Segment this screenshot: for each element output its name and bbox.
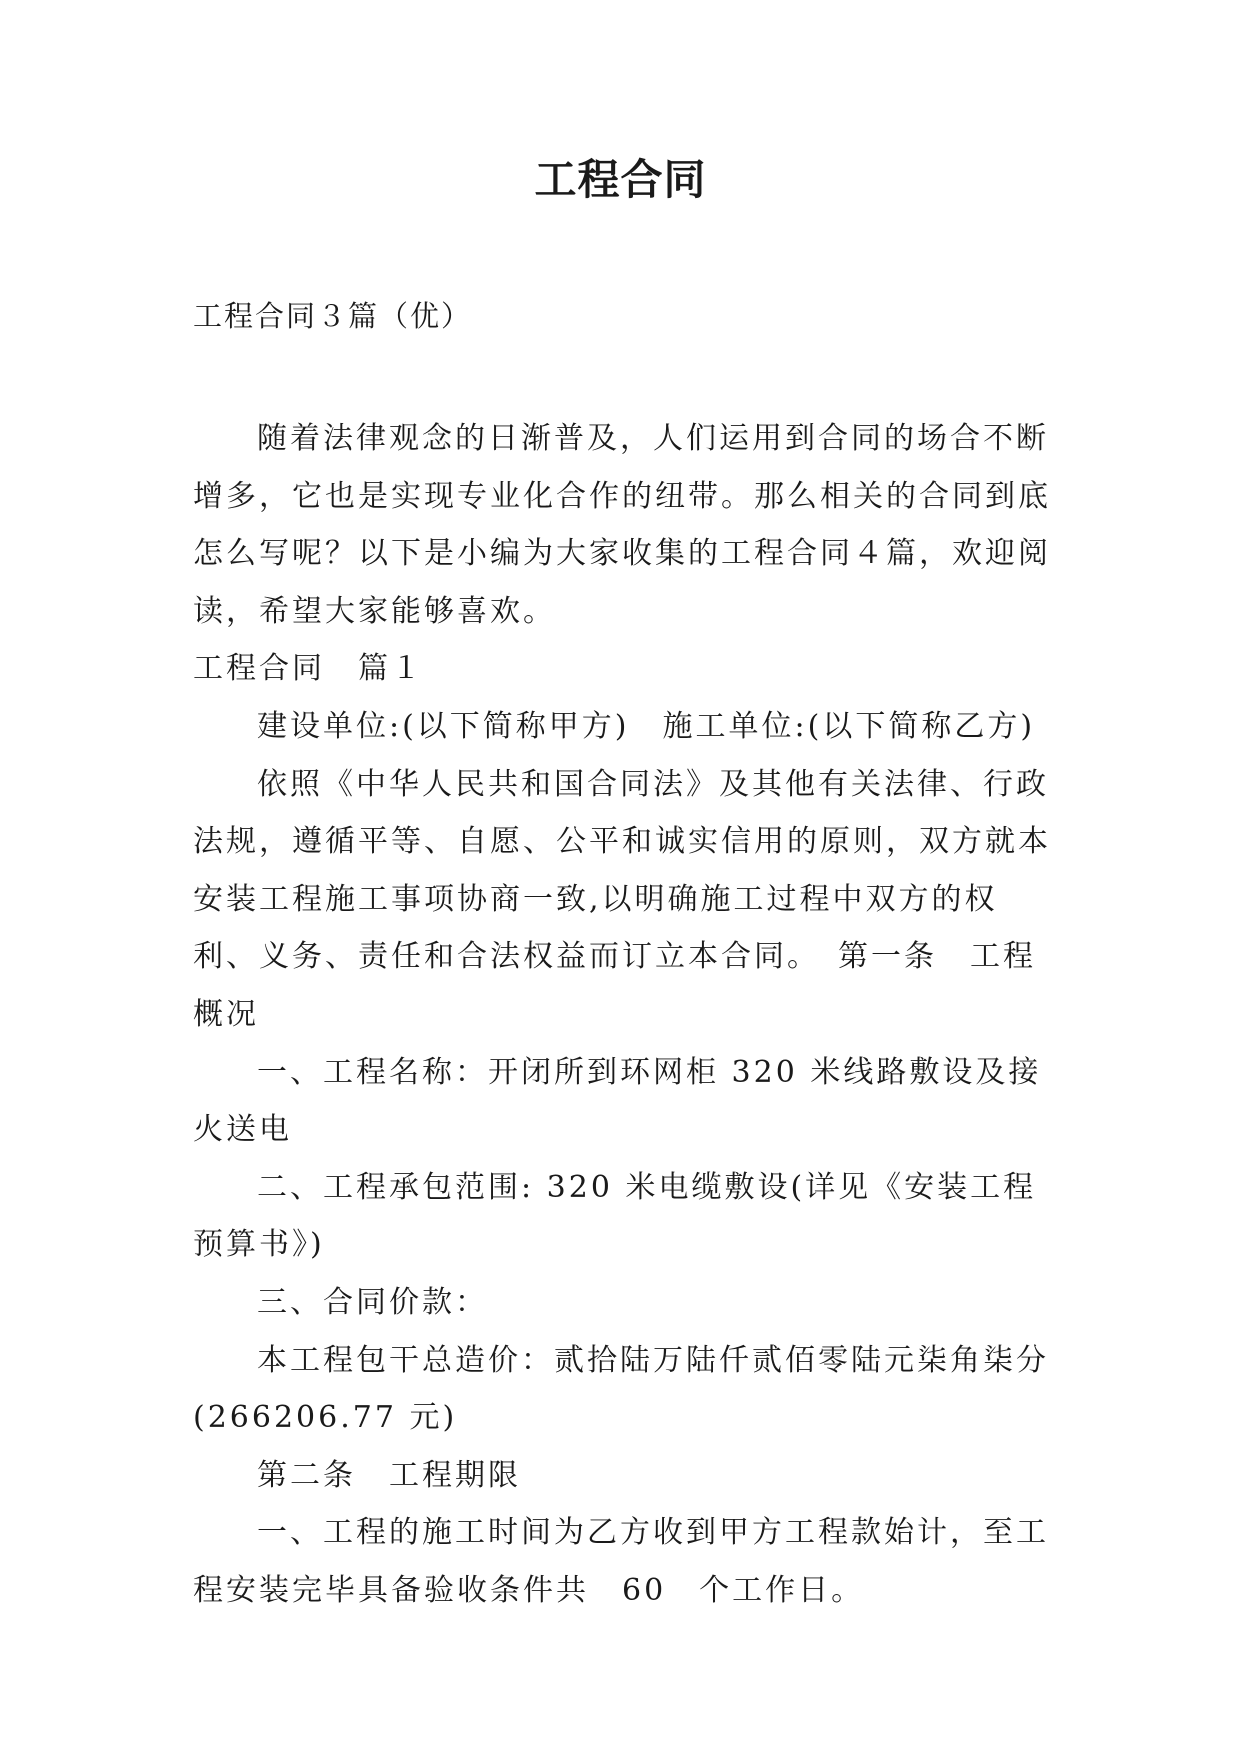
construction-period-paragraph: 一、工程的施工时间为乙方收到甲方工程款始计，至工程安装完毕具备验收条件共 60 个工作日。 — [193, 1515, 1049, 1608]
contract-price-paragraph: 本工程包干总造价：贰拾陆万陆仟贰佰零陆元柒角柒分(266206.77 元) — [193, 1342, 1049, 1436]
intro-paragraph: 随着法律观念的日渐普及，人们运用到合同的场合不断增多，它也是实现专业化合作的纽带。那么相关的合同到底怎么写呢？以下是小编为大家收集的工程合同４篇，欢迎阅读，希望大家能够喜欢。 — [193, 421, 1051, 629]
section-heading: 工程合同 篇１ — [193, 651, 424, 687]
project-name-paragraph: 一、工程名称：开闭所到环网柜 320 米线路敷设及接火送电 — [193, 1054, 1042, 1148]
document-subtitle: 工程合同３篇（优） — [193, 299, 473, 333]
document-body — [193, 410, 1053, 1619]
article-two-heading: 第二条 工程期限 — [257, 1457, 521, 1493]
document-title: 工程合同 — [534, 155, 707, 204]
project-scope-paragraph: 二、工程承包范围: 320 米电缆敷设(详见《安装工程预算书》) — [193, 1169, 1037, 1263]
parties-line: 建设单位:(以下简称甲方) 施工单位:(以下简称乙方) — [257, 708, 1036, 744]
contract-price-heading: 三、合同价款： — [257, 1284, 488, 1320]
preamble-paragraph: 依照《中华人民共和国合同法》及其他有关法律、行政法规，遵循平等、自愿、公平和诚实信用的原则，双方就本安装工程施工事项协商一致,以明确施工过程中双方的权利、义务、责任和合法权益而订立本合同。 第一条 工程概况 — [193, 766, 1051, 1032]
